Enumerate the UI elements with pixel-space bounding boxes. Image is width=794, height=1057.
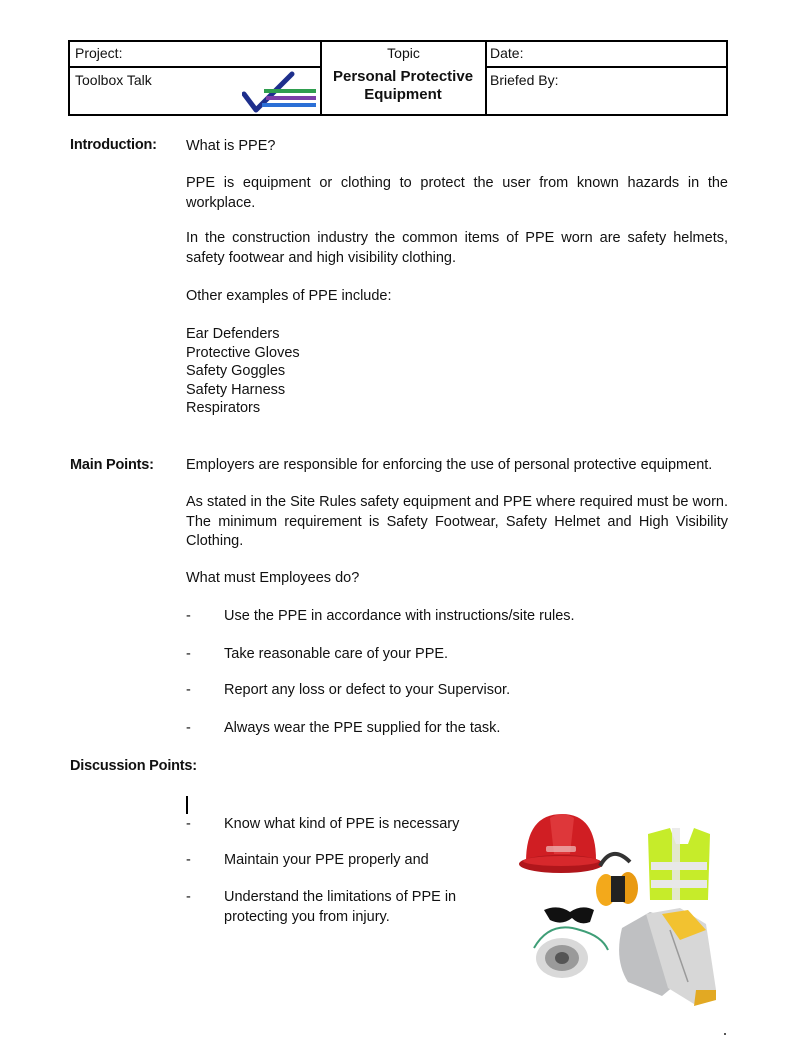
bullet-marker: - <box>186 682 191 698</box>
project-value: Toolbox Talk <box>75 72 152 88</box>
main-points-label: Main Points: <box>70 457 154 473</box>
briefed-by-label: Briefed By: <box>490 72 559 88</box>
list-item: Protective Gloves <box>186 344 300 361</box>
header-divider <box>485 66 726 68</box>
ear-defenders-icon <box>596 854 638 906</box>
main-points-paragraph-1: Employers are responsible for enforcing the use of personal protective equipment. <box>186 457 713 473</box>
hi-vis-vest-icon <box>648 828 710 900</box>
list-item: Safety Harness <box>186 381 286 398</box>
list-item: Safety Goggles <box>186 363 286 379</box>
bullet-text: Report any loss or defect to your Supervisor. <box>224 682 511 698</box>
intro-paragraph-1: PPE is equipment or clothing to protect the user from known hazards in the workplace. <box>186 175 728 211</box>
ppe-equipment-illustration <box>510 800 732 1040</box>
intro-paragraph-2: In the construction industry the common items of PPE worn are safety helmets, safety footwear and high visibility clothing. <box>186 230 728 266</box>
list-item: Respirators <box>186 400 261 416</box>
introduction-label: Introduction: <box>70 137 157 153</box>
list-item: Ear Defenders <box>186 326 280 342</box>
text-cursor <box>186 796 188 814</box>
topic-title-line1: Personal Protective <box>332 68 474 85</box>
date-label: Date: <box>490 45 524 61</box>
bullet-text: Know what kind of PPE is necessary <box>224 816 460 832</box>
topic-title <box>323 68 483 104</box>
examples-intro: Other examples of PPE include: <box>186 288 392 304</box>
header-divider <box>485 42 487 114</box>
hard-hat-icon <box>519 814 603 873</box>
header-divider <box>70 66 320 68</box>
respirator-icon <box>534 927 608 978</box>
bullet-text: Understand the limitations of PPE in <box>224 889 457 905</box>
discussion-label: Discussion Points: <box>70 758 197 774</box>
bullet-marker: - <box>186 852 191 868</box>
bullet-text: protecting you from injury. <box>224 909 390 925</box>
project-label: Project: <box>75 45 123 61</box>
bullet-marker: - <box>186 889 191 905</box>
stray-dot <box>724 1033 726 1035</box>
bullet-text: Take reasonable care of your PPE. <box>224 646 449 662</box>
bullet-marker: - <box>186 646 191 662</box>
intro-question: What is PPE? <box>186 138 276 154</box>
bullet-text: Always wear the PPE supplied for the task. <box>224 720 501 736</box>
main-points-paragraph-2: As stated in the Site Rules safety equipment and PPE where required must be worn. The minimum requirement is Safety Footwear, Safety Helmet and High Visibility Clothing. <box>186 494 728 549</box>
bullet-text: Use the PPE in accordance with instructions/site rules. <box>224 608 575 624</box>
header-table <box>68 40 728 116</box>
bullet-marker: - <box>186 816 191 832</box>
bullet-marker: - <box>186 608 191 624</box>
topic-label: Topic <box>387 45 420 61</box>
bullet-text: Maintain your PPE properly and <box>224 852 429 868</box>
checkmark-logo-icon <box>242 70 322 114</box>
ppe-examples-list <box>186 325 300 418</box>
employees-question: What must Employees do? <box>186 570 360 586</box>
bullet-marker: - <box>186 720 191 736</box>
safety-goggles-icon <box>544 907 594 923</box>
work-gloves-icon <box>619 908 716 1006</box>
topic-title-line2: Equipment <box>364 86 442 103</box>
